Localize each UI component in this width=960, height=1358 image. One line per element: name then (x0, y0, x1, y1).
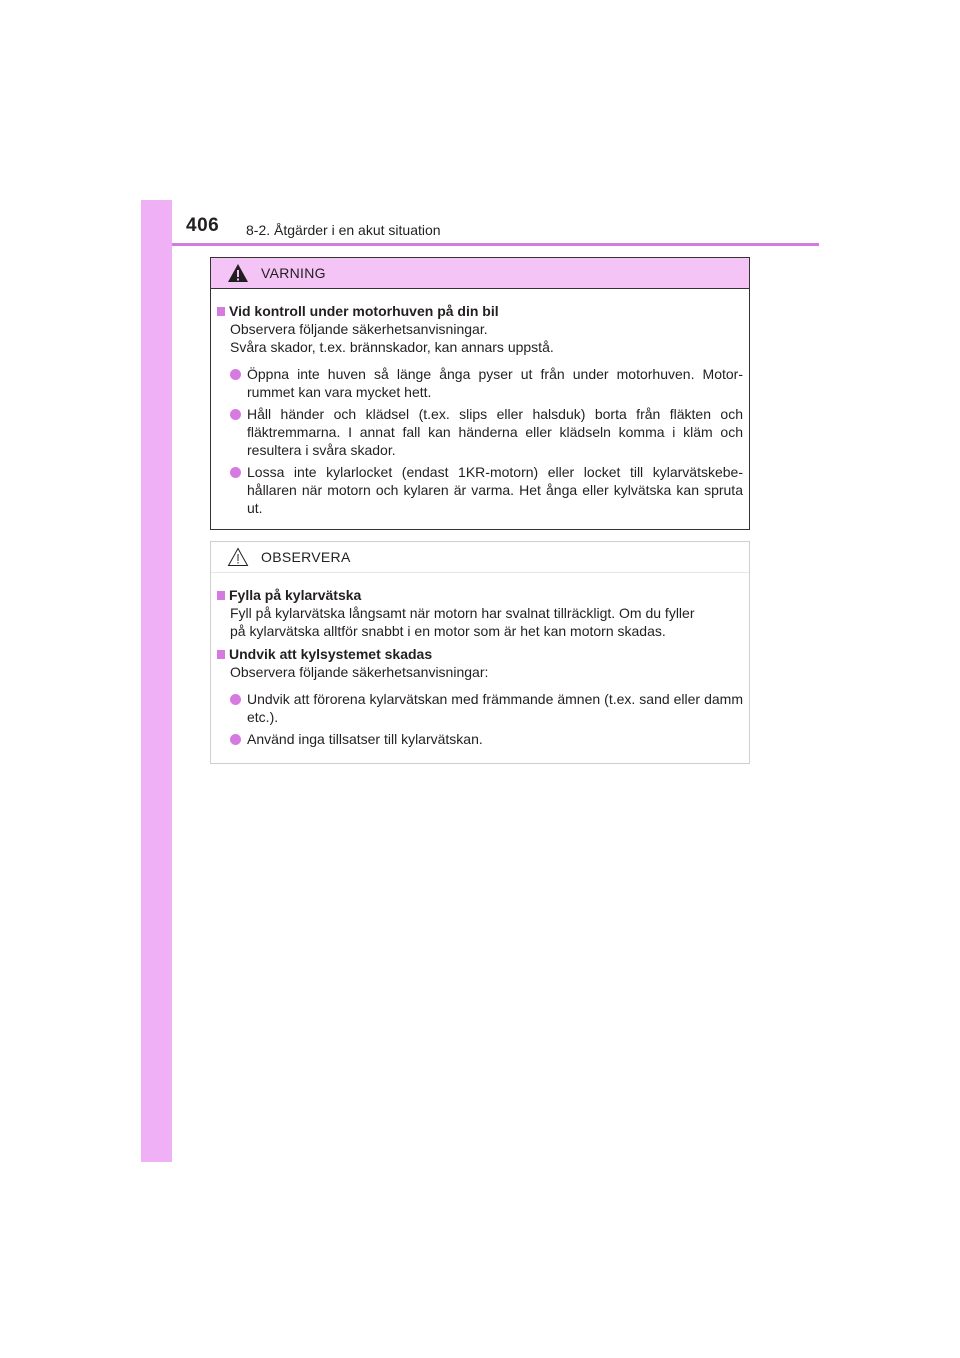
notice-box (210, 541, 750, 764)
notice-heading: Undvik att kylsystemet skadas (217, 645, 743, 663)
notice-box-header (211, 542, 749, 573)
warning-line: Svåra skador, t.ex. brännskador, kan annars uppstå. (230, 339, 554, 355)
warning-bullet: Lossa inte kylarlocket (endast 1KR-motorn) eller locket till kylarvätskebe-hållaren när motorn och kylaren är varma. Het ånga eller kylvätska kan spruta ut. (217, 463, 743, 517)
square-bullet-icon (217, 307, 225, 316)
warning-line: Observera följande säkerhetsanvisningar. (230, 321, 488, 337)
warning-triangle-filled-icon (227, 263, 249, 283)
notice-line: på kylarvätska alltför snabbt i en motor som är het kan motorn skadas. (230, 623, 666, 639)
warning-bullet: Håll händer och klädsel (t.ex. slips eller halsduk) borta från fläkten och fläktremmarna. I annat fall kan händerna eller klädseln komma i kläm och resultera i svåra skador. (217, 405, 743, 459)
round-bullet-icon (230, 694, 241, 705)
notice-label: OBSERVERA (261, 549, 351, 565)
warning-label: VARNING (261, 265, 326, 281)
notice-line: Fyll på kylarvätska långsamt när motorn har svalnat tillräckligt. Om du fyller (230, 605, 695, 621)
round-bullet-icon (230, 734, 241, 745)
page-number: 406 (186, 215, 220, 236)
round-bullet-icon (230, 369, 241, 380)
round-bullet-icon (230, 467, 241, 478)
warning-heading: Vid kontroll under motorhuven på din bil (217, 302, 743, 320)
side-color-band (141, 200, 172, 1162)
notice-bullet: Använd inga tillsatser till kylarvätskan. (217, 730, 743, 748)
warning-triangle-outline-icon (227, 547, 249, 567)
notice-bullet: Undvik att förorena kylarvätskan med främmande ämnen (t.ex. sand eller damm etc.). (217, 690, 743, 726)
warning-box-header (211, 258, 749, 289)
notice-body (211, 573, 749, 748)
square-bullet-icon (217, 591, 225, 600)
warning-box (210, 257, 750, 530)
warning-body (211, 289, 749, 517)
section-title: 8-2. Åtgärder i en akut situation (246, 222, 441, 238)
notice-heading: Fylla på kylarvätska (217, 586, 743, 604)
round-bullet-icon (230, 409, 241, 420)
square-bullet-icon (217, 650, 225, 659)
warning-bullet: Öppna inte huven så länge ånga pyser ut från under motorhuven. Motor-rummet kan vara mycket hett. (217, 365, 743, 401)
notice-line: Observera följande säkerhetsanvisningar: (230, 664, 489, 680)
header-rule (172, 243, 819, 246)
